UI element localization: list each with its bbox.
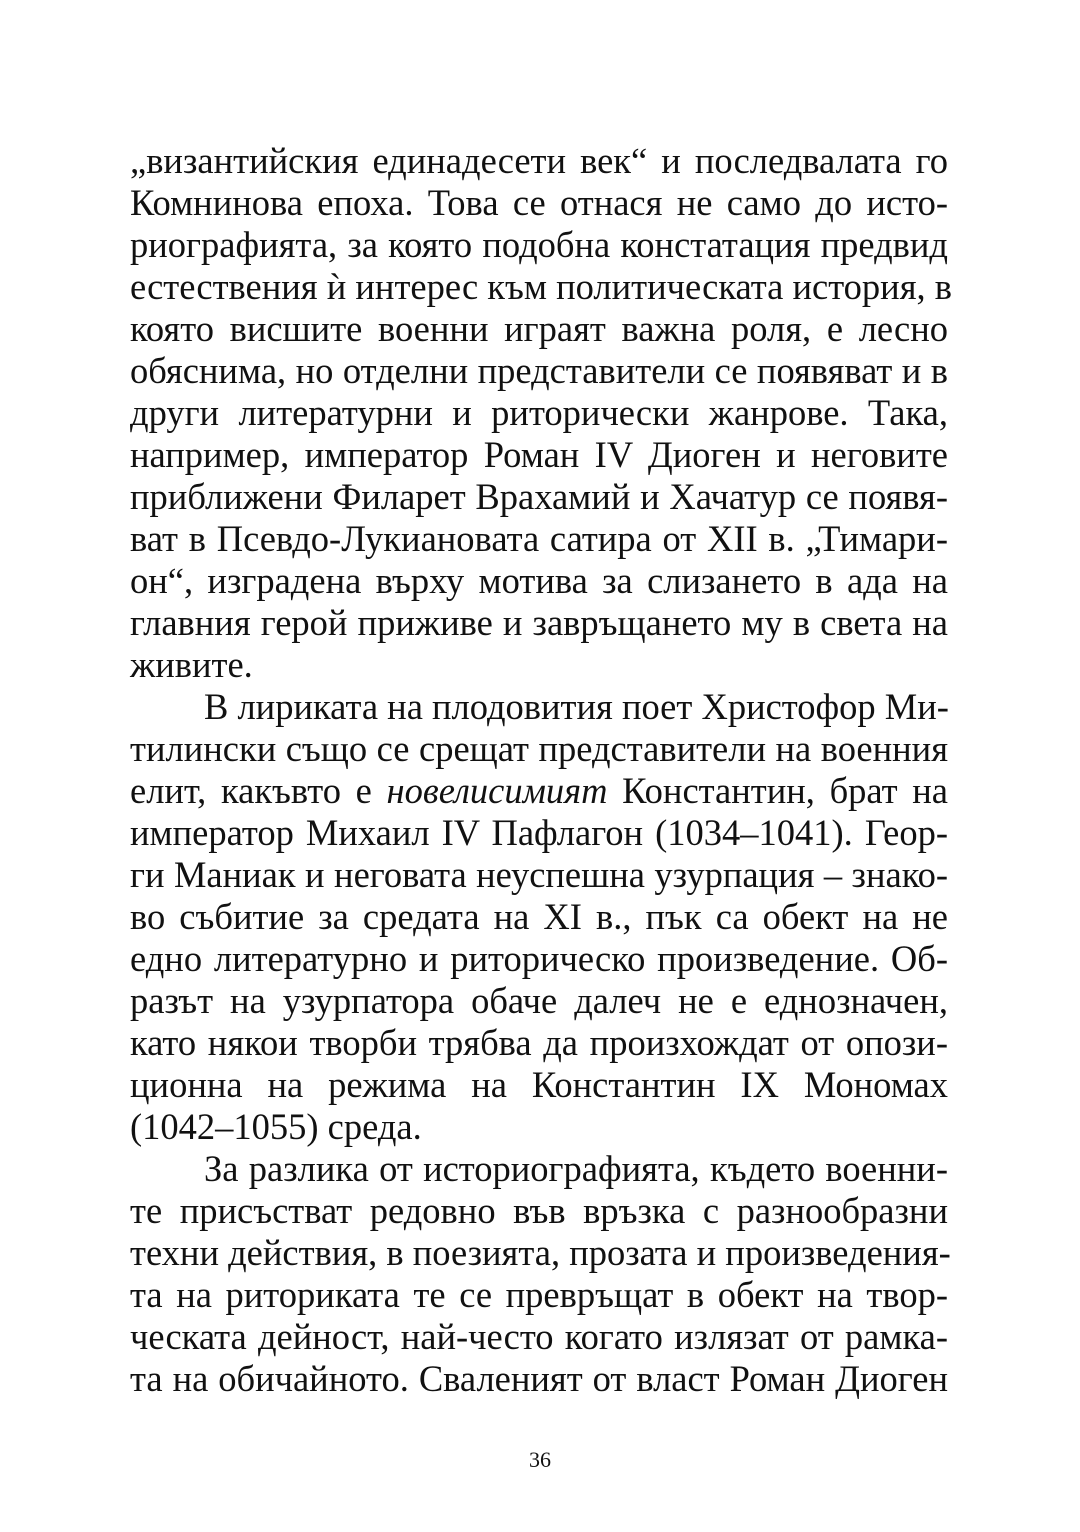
text-line: В лириката на плодовития поет Христофор Ми-	[204, 686, 949, 727]
text-line: За разлика от историографията, където военни-	[204, 1148, 948, 1189]
text-run: елит, какъвто е	[130, 770, 387, 811]
text-line	[130, 770, 948, 812]
text-line: та на обичайното. Сваленият от власт Роман Диоген	[130, 1358, 948, 1399]
text-line: тилински също се срещат представители на военния	[130, 728, 948, 769]
text-line: техни действия, в поезията, прозата и произведения-	[130, 1232, 951, 1273]
text-line: която висшите военни играят важна роля, е лесно	[130, 308, 948, 349]
text-line: ват в Псевдо-Лукиановата сатира от XII в. „Тимари-	[130, 518, 948, 559]
text-line: други литературни и риторически жанрове. Така,	[130, 392, 948, 433]
page-number: 36	[529, 1447, 551, 1472]
text-line: като някои творби трябва да произхождат от опози-	[130, 1022, 948, 1063]
text-line: „византийския единадесети век“ и последвалата го	[130, 140, 948, 181]
text-line: ги Маниак и неговата неуспешна узурпация – знако-	[130, 854, 948, 895]
text-line: риографията, за която подобна констатация предвид	[130, 224, 948, 265]
text-line: естествения ѝ интерес към политическата история, в	[130, 266, 952, 307]
text-line: едно литературно и риторическо произведение. Об-	[130, 938, 948, 979]
text-line: обяснима, но отделни представители се появяват и в	[130, 350, 948, 391]
text-line: император Михаил IV Пафлагон (1034–1041). Геор-	[130, 812, 948, 853]
text-line: он“, изградена върху мотива за слизането в ада на	[130, 560, 948, 601]
text-line: ческата дейност, най-често когато излязат от рамка-	[130, 1316, 948, 1357]
text-line: разът на узурпатора обаче далеч не е еднозначен,	[130, 980, 948, 1021]
text-line: главния герой приживе и завръщането му в света на	[130, 602, 948, 643]
text-line: та на риториката те се превръщат в обект на твор-	[130, 1274, 948, 1315]
text-run: Константин, брат на	[607, 770, 949, 811]
page-body	[130, 140, 952, 1400]
text-line: ционна на режима на Константин IX Мономах	[130, 1064, 948, 1105]
text-line: живите.	[130, 644, 253, 685]
text-line: те присъстват редовно във връзка с разнообразни	[130, 1190, 948, 1231]
text-line: приближени Филарет Врахамий и Хачатур се появя-	[130, 476, 948, 517]
text-line: (1042–1055) среда.	[130, 1106, 422, 1147]
text-line: например, император Роман IV Диоген и неговите	[130, 434, 948, 475]
text-line: Комнинова епоха. Това се отнася не само до исто-	[130, 182, 948, 223]
italic-term: новелисимият	[386, 770, 608, 811]
text-line: во събитие за средата на XI в., пък са обект на не	[130, 896, 948, 937]
